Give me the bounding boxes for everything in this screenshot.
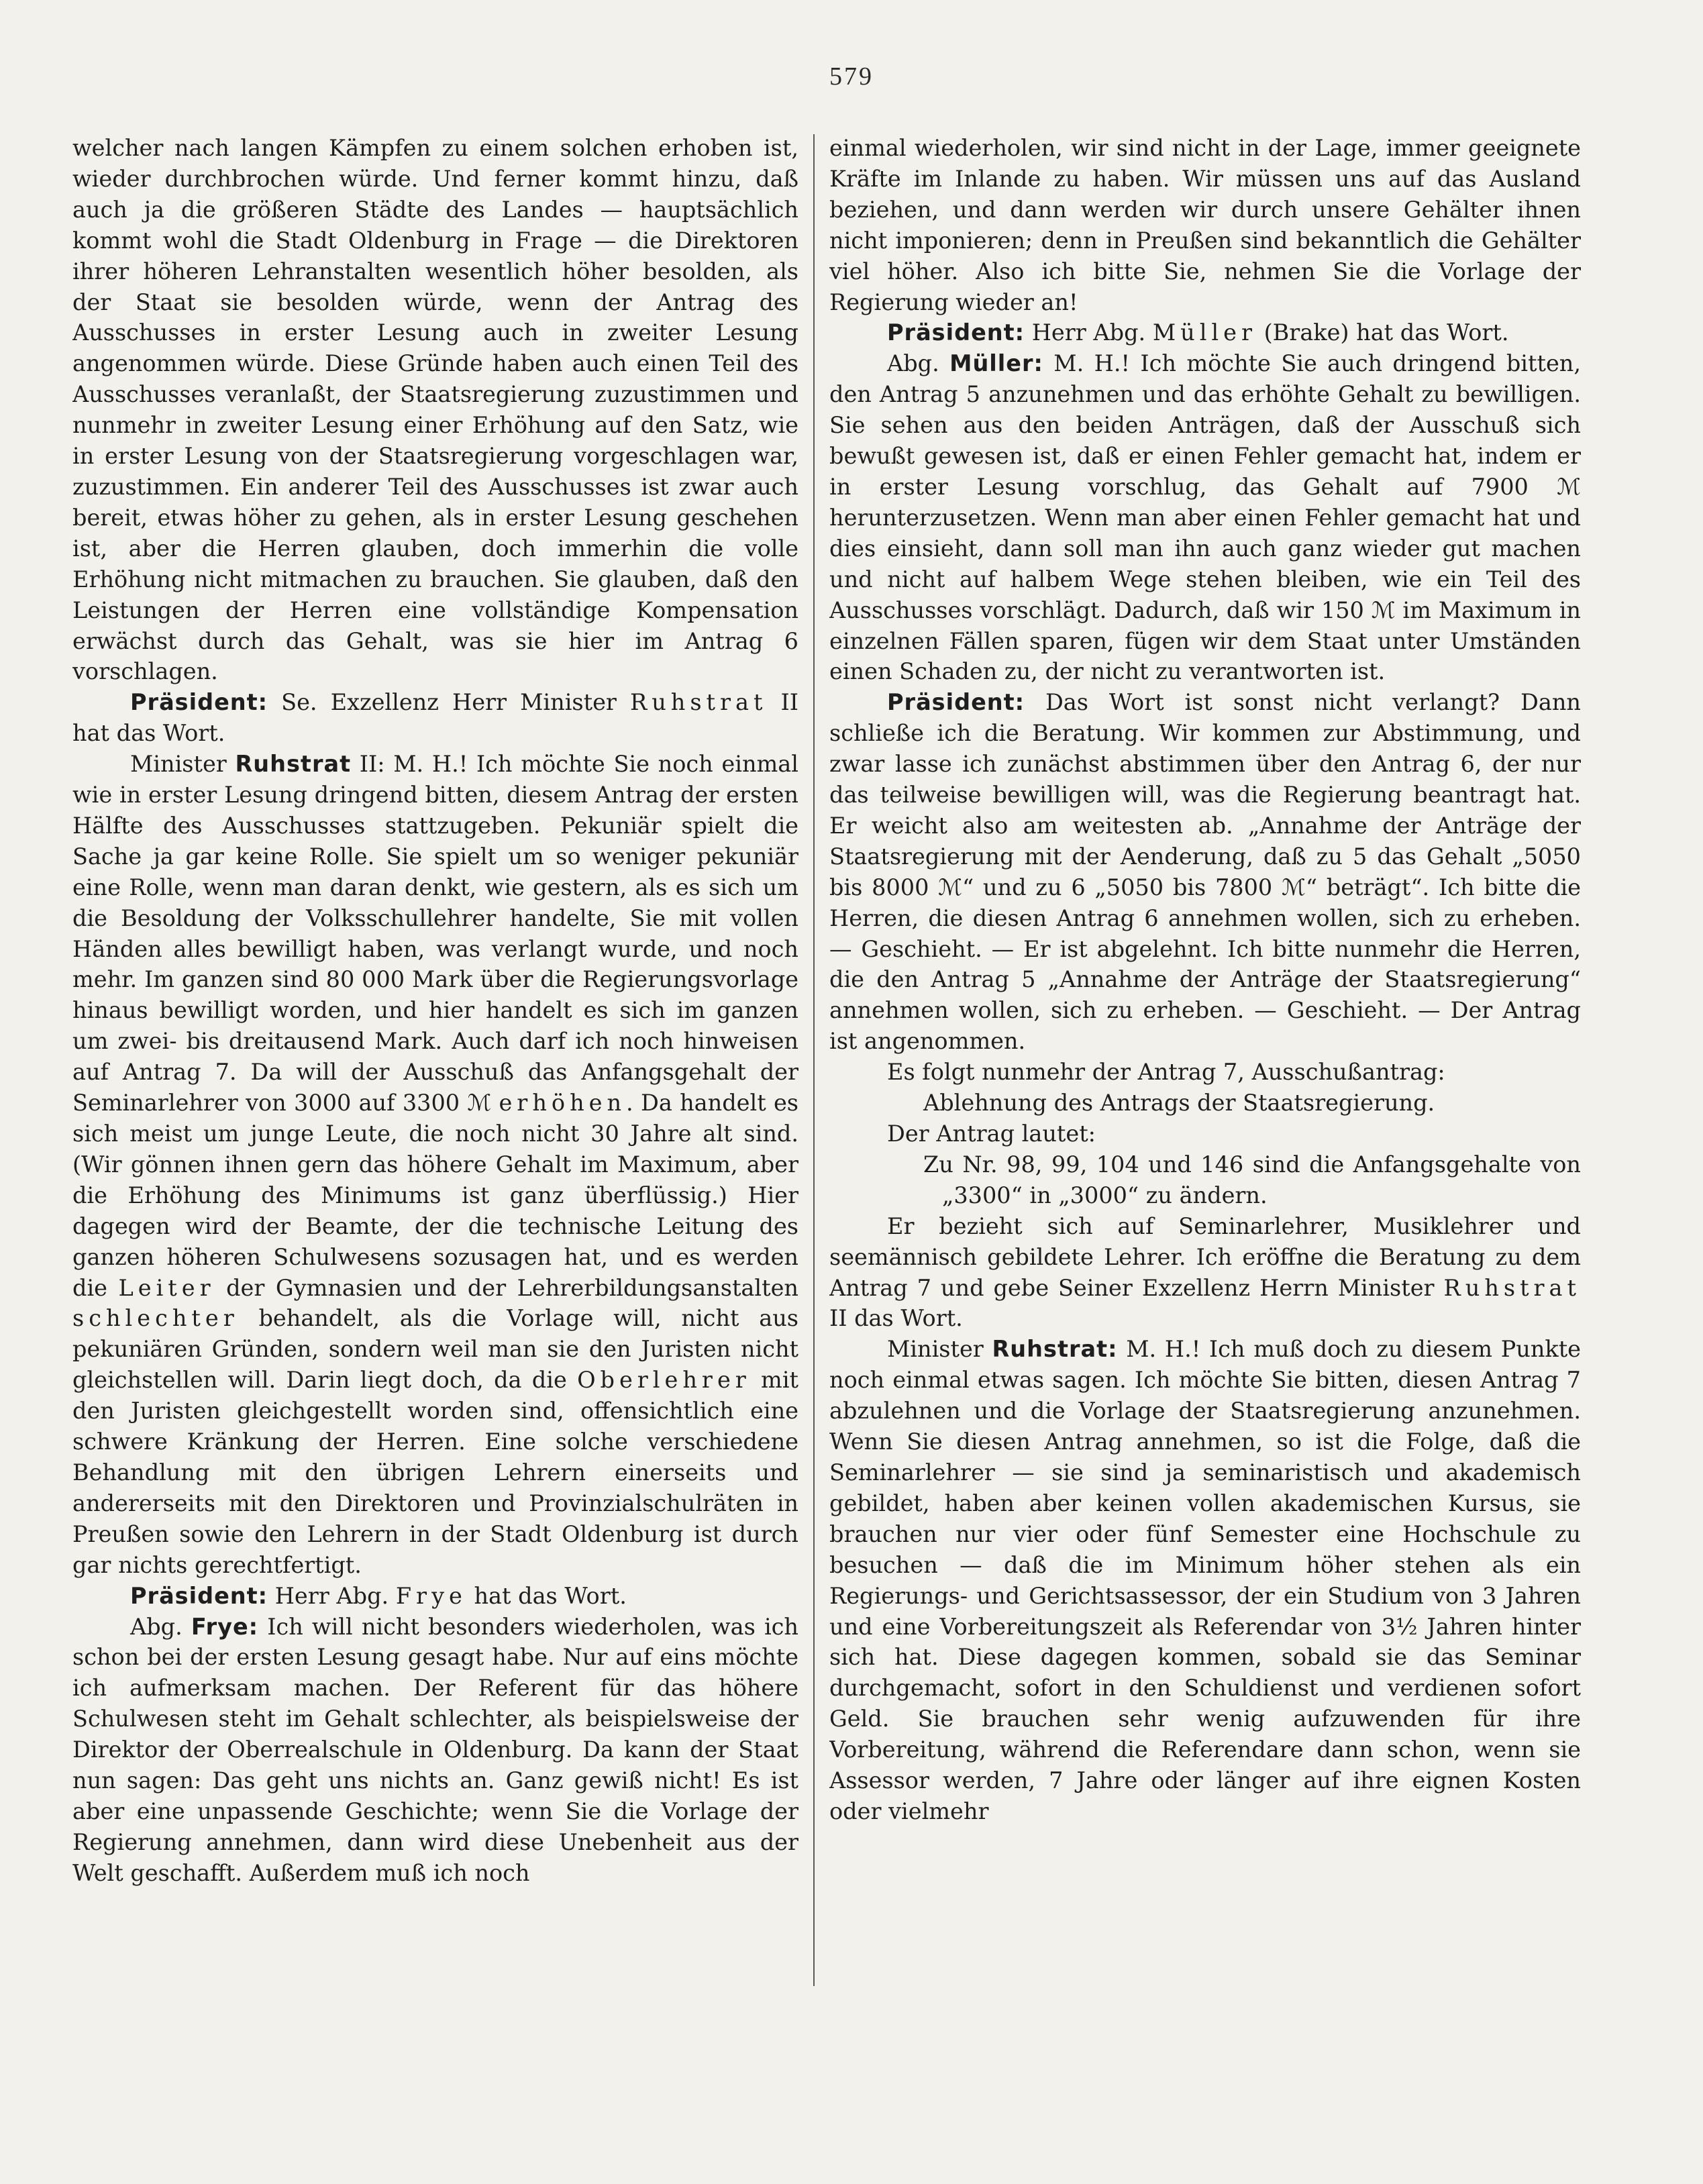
paragraph-text: Der Antrag lautet: (887, 1121, 1096, 1147)
paragraph-text: . Da handelt es sich meist um junge Leute, die noch nicht 30 Jahre alt sind. (Wir gönnen ihnen gern das höhere Gehalt im Maximum, aber die Erhöhung des Minimums ist ganz überflüssig.) Hier dagegen wird der Beamte, der die technische Leitung des ganzen höheren Schulwesens sozusagen hat, und es werden die (72, 1090, 798, 1301)
paragraph-text: Zu Nr. 98, 99, 104 und 146 sind die Anfangsgehalte von „3300“ in „3000“ zu ändern. (923, 1151, 1581, 1208)
paragraph-text: (Brake) hat das Wort. (1256, 319, 1509, 346)
speaker-name: Präsident: (887, 689, 1025, 716)
paragraph (72, 1581, 798, 1612)
paragraph-text: Herr Abg. (1025, 319, 1153, 346)
paragraph (829, 1057, 1581, 1088)
left-text-column (72, 133, 798, 2059)
paragraph-text: II hat das Wort. (72, 689, 798, 747)
paragraph (829, 348, 1581, 687)
page-number: 579 (829, 62, 874, 91)
paragraph-text: Minister (130, 751, 236, 778)
paragraph-text: Es folgt nunmehr der Antrag 7, Ausschußantrag: (887, 1059, 1445, 1086)
paragraph (923, 1149, 1581, 1211)
paragraph (887, 1119, 1581, 1149)
paragraph (72, 687, 798, 749)
spaced-name: Ruhstrat (629, 689, 768, 716)
paragraph-text: Abg. (887, 350, 950, 377)
paragraph (829, 133, 1581, 317)
paragraph-text: behandelt, als die Vorlage will, nicht aus pekuniären Gründen, sondern weil man sie den Juristen nicht gleichstellen will. Darin liegt doch, da die (72, 1305, 798, 1394)
paragraph (72, 749, 798, 1580)
paragraph-text: II das Wort. (829, 1305, 963, 1332)
speaker-name: Präsident: (130, 1582, 268, 1609)
paragraph-text: Minister (887, 1336, 992, 1363)
paragraph (72, 133, 798, 687)
paragraph-text: hat das Wort. (466, 1582, 627, 1609)
paragraph-text: M. H.! Ich muß doch zu diesem Punkte noch einmal etwas sagen. Ich möchte Sie bitten, diesen Antrag 7 abzulehnen und die Vorlage der Staatsregierung anzunehmen. Wenn Sie diesen Antrag annehmen, so ist die Folge, daß die Seminarlehrer — sie sind ja seminaristisch und akademisch gebildet, haben aber keinen vollen akademischen Kursus, sie brauchen nur vier oder fünf Semester eine Hochschule zu besuchen — daß die im Minimum höher stehen als ein Regierungs- und Gerichtsassessor, der ein Studium von 3 Jahren und eine Vorbereitungszeit als Referendar von 3½ Jahren hinter sich hat. Diese dagegen kommen, sobald sie das Seminar durchgemacht, sofort in den Schuldienst und verdienen sofort Geld. Sie brauchen sehr wenig aufzuwenden für ihre Vorbereitung, während die Referendare dann schon, wenn sie Assessor werden, 7 Jahre oder länger auf ihre eignen Kosten oder vielmehr (829, 1336, 1581, 1824)
speaker-name: Präsident: (887, 319, 1025, 346)
paragraph-text: Se. Exzellenz Herr Minister (268, 689, 630, 716)
paragraph-text: der Gymnasien und der Lehrerbildungsanstalten (215, 1274, 798, 1301)
paragraph-text: Das Wort ist sonst nicht verlangt? Dann schließe ich die Beratung. Wir kommen zur Abstimmung, und zwar lasse ich zunächst abstimmen über den Antrag 6, der nur das teilweise bewilligen will, was die Regierung beantragt hat. Er weicht also am weitesten ab. „Annahme der Anträge der Staatsregierung mit der Aenderung, daß zu 5 das Gehalt „5050 bis 8000 ℳ“ und zu 6 „5050 bis 7800 ℳ“ beträgt“. Ich bitte die Herren, die diesen Antrag 6 annehmen wollen, sich zu erheben. — Geschieht. — Er ist abgelehnt. Ich bitte nunmehr die Herren, die den Antrag 5 „Annahme der Anträge der Staatsregierung“ annehmen wollen, sich zu erheben. — Geschieht. — Der Antrag ist angenommen. (829, 689, 1581, 1055)
speaker-name: Präsident: (130, 689, 268, 716)
spaced-name: Oberlehrer (577, 1367, 751, 1394)
paragraph (829, 1334, 1581, 1827)
spaced-name: Ruhstrat (1443, 1274, 1581, 1301)
paragraph-text: Ablehnung des Antrags der Staatsregierung. (923, 1090, 1435, 1116)
paragraph-text: Abg. (130, 1613, 191, 1640)
paragraph (829, 1211, 1581, 1335)
paragraph-text: Er bezieht sich auf Seminarlehrer, Musiklehrer und seemännisch gebildete Lehrer. Ich eröffne die Beratung zu dem Antrag 7 und gebe Seiner Exzellenz Herrn Minister (829, 1212, 1581, 1301)
spaced-name: schlechter (72, 1305, 239, 1332)
spaced-name: Müller (1152, 319, 1257, 346)
speaker-name: Ruhstrat: (992, 1336, 1118, 1363)
spaced-name: erhöhen (499, 1090, 627, 1116)
speaker-name: Müller: (949, 350, 1043, 377)
column-divider (813, 134, 815, 1986)
right-text-column (829, 133, 1581, 2059)
paragraph-text: Herr Abg. (268, 1582, 396, 1609)
paragraph-text: M. H.! Ich möchte Sie auch dringend bitten, den Antrag 5 anzunehmen und das erhöhte Gehalt zu bewilligen. Sie sehen aus den beiden Anträgen, daß der Ausschuß sich bewußt gewesen ist, daß er einen Fehler gemacht hat, indem er in erster Lesung vorschlug, das Gehalt auf 7900 ℳ herunterzusetzen. Wenn man aber einen Fehler gemacht hat und dies einsieht, dann soll man ihn auch ganz wieder gut machen und nicht auf halbem Wege stehen bleiben, wie ein Teil des Ausschusses vorschlägt. Dadurch, daß wir 150 ℳ im Maximum in einzelnen Fällen sparen, fügen wir dem Staat unter Umständen einen Schaden zu, der nicht zu verantworten ist. (829, 350, 1581, 685)
speaker-name: Frye: (191, 1613, 259, 1640)
paragraph-text: mit den Juristen gleichgestellt worden sind, offensichtlich eine schwere Kränkung der Herren. Eine solche verschiedene Behandlung mit den übrigen Lehrern einerseits und andererseits mit den Direktoren und Provinzialschulräten in Preußen sowie den Lehrern in der Stadt Oldenburg ist durch gar nichts gerechtfertigt. (72, 1367, 798, 1578)
paragraph (923, 1088, 1581, 1119)
paragraph-text: einmal wiederholen, wir sind nicht in der Lage, immer geeignete Kräfte im Inlande zu haben. Wir müssen uns auf das Ausland beziehen, und dann werden wir durch unsere Gehälter ihnen nicht imponieren; denn in Preußen sind bekanntlich die Gehälter viel höher. Also ich bitte Sie, nehmen Sie die Vorlage der Regierung wieder an! (829, 135, 1581, 315)
paragraph (829, 687, 1581, 1057)
paragraph-text: welcher nach langen Kämpfen zu einem solchen erhoben ist, wieder durchbrochen würde. Und ferner kommt hinzu, daß auch ja die größeren Städte des Landes — hauptsächlich kommt wohl die Stadt Oldenburg in Frage — die Direktoren ihrer höheren Lehranstalten wesentlich höher besolden, als der Staat sie besolden würde, wenn der Antrag des Ausschusses in erster Lesung auch in zweiter Lesung angenommen würde. Diese Gründe haben auch einen Teil des Ausschusses veranlaßt, der Staatsregierung zuzustimmen und nunmehr in zweiter Lesung einer Erhöhung auf den Satz, wie in erster Lesung von der Staatsregierung vorgeschlagen war, zuzustimmen. Ein anderer Teil des Ausschusses ist zwar auch bereit, etwas höher zu gehen, als in erster Lesung geschehen ist, aber die Herren glauben, doch immerhin die volle Erhöhung nicht mitmachen zu brauchen. Sie glauben, daß den Leistungen der Herren eine vollständige Kompensation erwächst durch das Gehalt, was sie hier im Antrag 6 vorschlagen. (72, 135, 798, 685)
paragraph-text: II: M. H.! Ich möchte Sie noch einmal wie in erster Lesung dringend bitten, diesem Antrag der ersten Hälfte des Ausschusses stattzugeben. Pekuniär spielt die Sache ja gar keine Rolle. Sie spielt um so weniger pekuniär eine Rolle, wenn man daran denkt, wie gestern, als es sich um die Besoldung der Volksschullehrer handelte, Sie mit vollen Händen alles bewilligt haben, was verlangt wurde, und noch mehr. Im ganzen sind 80 000 Mark über die Regierungsvorlage hinaus bewilligt worden, und hier handelt es sich im ganzen um zwei- bis dreitausend Mark. Auch darf ich noch hinweisen auf Antrag 7. Da will der Ausschuß das Anfangsgehalt der Seminarlehrer von 3000 auf 3300 ℳ (72, 751, 798, 1116)
paragraph (72, 1612, 798, 1889)
paragraph (829, 317, 1581, 348)
speaker-name: Ruhstrat (235, 751, 352, 778)
spaced-name: Leiter (118, 1274, 215, 1301)
paragraph-text: Ich will nicht besonders wiederholen, was ich schon bei der ersten Lesung gesagt habe. Nur auf eins möchte ich aufmerksam machen. Der Referent für das höhere Schulwesen steht im Gehalt schlechter, als beispielsweise der Direktor der Oberrealschule in Oldenburg. Da kann der Staat nun sagen: Das geht uns nichts an. Ganz gewiß nicht! Es ist aber eine unpassende Geschichte; wenn Sie die Vorlage der Regierung annehmen, dann wird diese Unebenheit aus der Welt geschafft. Außerdem muß ich noch (72, 1613, 798, 1886)
spaced-name: Frye (395, 1582, 467, 1609)
